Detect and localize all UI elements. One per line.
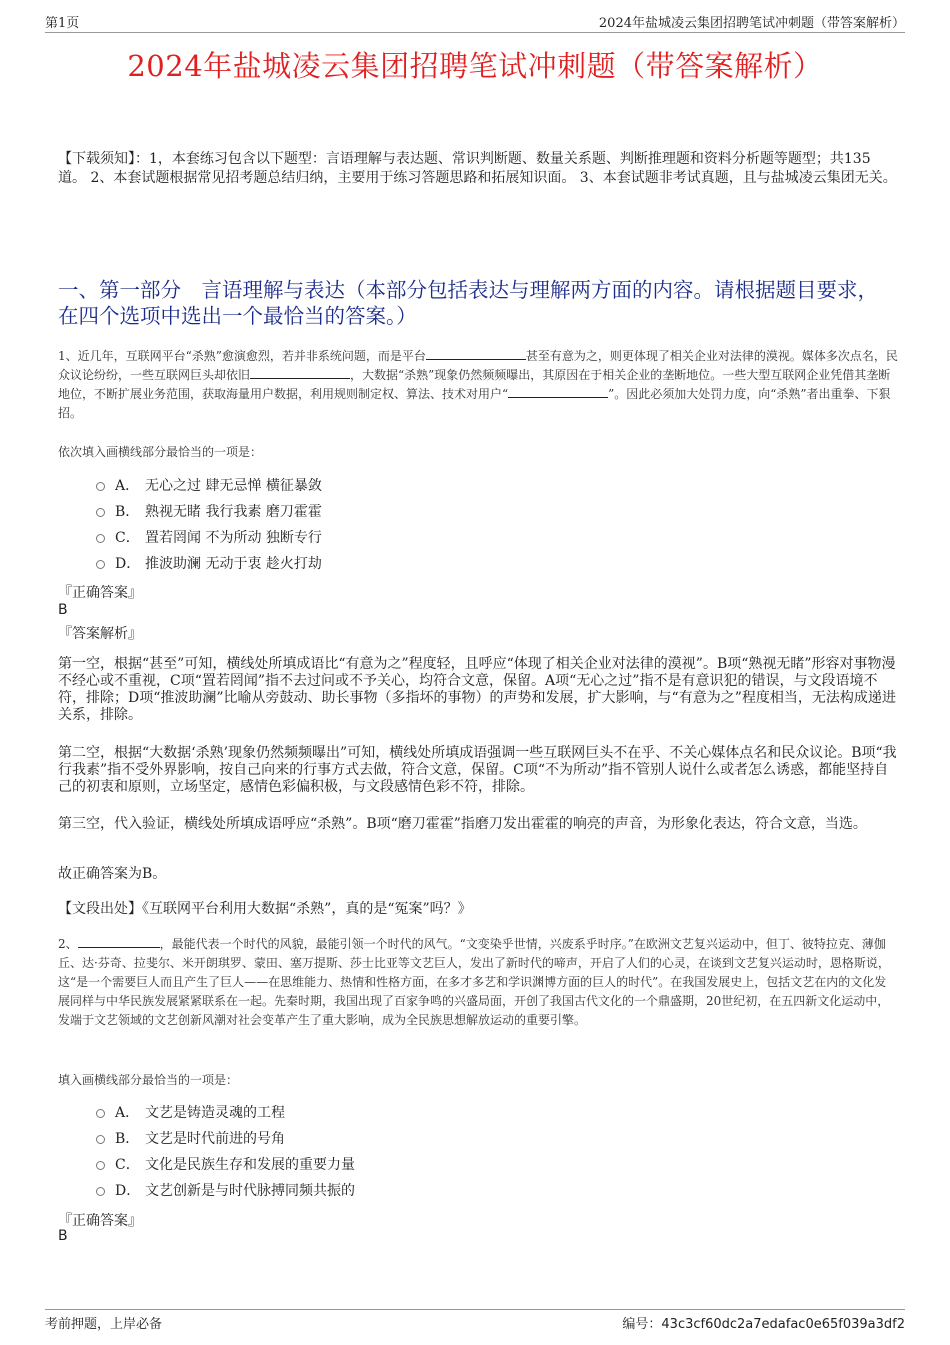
question-2-prompt: 填入画横线部分最恰当的一项是：: [58, 1073, 239, 1087]
q1-stem-part: ，大数据“杀熟”现象仍然频频曝出，其原因在于相关企业的垄断地位。一些大型互联网企业凭借其垄断地位，不断扩展业务范围，获取海量用户数据，利用规则制定权、算法、技术对用户“: [58, 368, 891, 401]
radio-icon[interactable]: [96, 508, 105, 517]
question-1-options: [96, 473, 322, 577]
radio-icon[interactable]: [96, 560, 105, 569]
section-heading: 一、第一部分 言语理解与表达（本部分包括表达与理解两方面的内容。请根据题目要求，在四个选项中选出一个最恰当的答案。）: [58, 278, 878, 328]
footer-slogan: 考前押题，上岸必备: [45, 1317, 163, 1332]
fill-blank: [508, 386, 608, 398]
header-divider: [45, 32, 905, 33]
option-d[interactable]: D． 推波助澜 无动于衷 趁火打劫: [96, 551, 322, 577]
radio-icon[interactable]: [96, 1187, 105, 1196]
analysis-paragraph: 第二空，根据“大数据‘杀熟’现象仍然频频曝出”可知，横线处所填成语强调一些互联网巨头不在乎、不关心媒体点名和民众议论。B项“我行我素”指不受外界影响，按自己向来的行事方式去做，符合文意，保留。C项“不为所动”指不管别人说什么或者怎么诱惑，都能坚持自己的初衷和原则，立场坚定，感情色彩偏积极，与文段感情色彩不符，排除。: [58, 745, 897, 795]
answer-value: B: [58, 602, 68, 618]
radio-icon[interactable]: [96, 534, 105, 543]
source-citation: 【文段出处】《互联网平台利用大数据“杀熟”，真的是“冤案”吗？》: [58, 901, 472, 917]
analysis-paragraph: 第一空，根据“甚至”可知，横线处所填成语比“有意为之”程度轻，且呼应“体现了相关企业对法律的漠视”。B项“熟视无睹”形容对事物漫不经心或不重视，C项“置若罔闻”指不去过问或不予关心，均符合文意，保留。A项“无心之过”指不是有意识犯的错误，与文段语境不符，排除；D项“推波助澜”比喻从旁鼓动、助长事物（多指坏的事物）的声势和发展，扩大影响，与“有意为之”程度相当，无法构成递进关系，排除。: [58, 656, 896, 723]
question-2-options: [96, 1100, 355, 1204]
option-a[interactable]: A． 无心之过 肆无忌惮 横征暴敛: [96, 473, 322, 499]
question-1-stem: [58, 347, 898, 423]
analysis-paragraph: 第三空，代入验证，横线处所填成语呼应“杀熟”。B项“磨刀霍霍”指磨刀发出霍霍的响亮的声音，为形象化表达，符合文意，当选。: [58, 816, 867, 832]
option-c[interactable]: C． 文化是民族生存和发展的重要力量: [96, 1152, 355, 1178]
q2-stem-part: 2、: [58, 937, 78, 951]
question-1-prompt: 依次填入画横线部分最恰当的一项是：: [58, 445, 263, 459]
q2-stem-part: ，最能代表一个时代的风貌，最能引领一个时代的风气。“文变染乎世情，兴废系乎时序。”在欧洲文艺复兴运动中，但丁、彼特拉克、薄伽丘、达·芬奇、拉斐尔、米开朗琪罗、蒙田、塞万提斯、莎士比亚等文艺巨人，发出了新时代的啼声，开启了人们的心灵，在谈到文艺复兴运动时，恩格斯说，这“是一个需要巨人而且产生了巨人——在思维能力、热情和性格方面，在多才多艺和学识渊博方面的巨人的时代”。在我国发展史上，包括文艺在内的文化发展同样与中华民族发展紧紧联系在一起。先秦时期，我国出现了百家争鸣的兴盛局面，开创了我国古代文化的一个鼎盛期，20世纪初，在五四新文化运动中，发端于文艺领域的文艺创新风潮对社会变革产生了重大影响，成为全民族思想解放运动的重要引擎。: [58, 937, 890, 1027]
radio-icon[interactable]: [96, 1109, 105, 1118]
question-2-stem: [58, 935, 898, 1030]
answer-value: B: [58, 1228, 68, 1244]
fill-blank: [250, 367, 350, 379]
footer-doc-id: 编号：43c3cf60dc2a7edafac0e65f039a3df2: [622, 1317, 905, 1332]
option-c[interactable]: C． 置若罔闻 不为所动 独断专行: [96, 525, 322, 551]
analysis-label: 『答案解析』: [58, 626, 142, 642]
option-d[interactable]: D． 文艺创新是与时代脉搏同频共振的: [96, 1178, 355, 1204]
radio-icon[interactable]: [96, 1161, 105, 1170]
analysis-conclusion: 故正确答案为B。: [58, 866, 167, 882]
download-notice: 【下载须知】：1，本套练习包含以下题型：言语理解与表达题、常识判断题、数量关系题、判断推理题和资料分析题等题型；共135道。 2、本套试题根据常见招考题总结归纳，主要用于练习答题思路和拓展知识面。 3、本套试题非考试真题，且与盐城凌云集团无关。: [58, 151, 897, 186]
header-doc-title: 2024年盐城凌云集团招聘笔试冲刺题（带答案解析）: [598, 16, 905, 31]
fill-blank: [426, 348, 526, 360]
answer-label: 『正确答案』: [58, 1213, 142, 1229]
answer-label: 『正确答案』: [58, 585, 142, 601]
option-a[interactable]: A． 文艺是铸造灵魂的工程: [96, 1100, 355, 1126]
header-page-number: 第1页: [45, 16, 80, 31]
footer-divider: [45, 1309, 905, 1310]
option-b[interactable]: B． 熟视无睹 我行我素 磨刀霍霍: [96, 499, 322, 525]
option-b[interactable]: B． 文艺是时代前进的号角: [96, 1126, 355, 1152]
q1-stem-part: 甚至有意为之，则更体现了相关企业对法律的漠视。媒体多次点名，民众议论纷纷，一些互联网巨头却依旧: [58, 349, 898, 382]
radio-icon[interactable]: [96, 482, 105, 491]
q1-stem-part: ”。因此必须加大处罚力度，向“杀熟”者出重拳、下狠招。: [58, 387, 891, 420]
page-title: 2024年盐城凌云集团招聘笔试冲刺题（带答案解析）: [127, 49, 823, 83]
q1-stem-part: 1、近几年，互联网平台“杀熟”愈演愈烈，若并非系统问题，而是平台: [58, 349, 426, 363]
fill-blank: [78, 936, 160, 948]
radio-icon[interactable]: [96, 1135, 105, 1144]
